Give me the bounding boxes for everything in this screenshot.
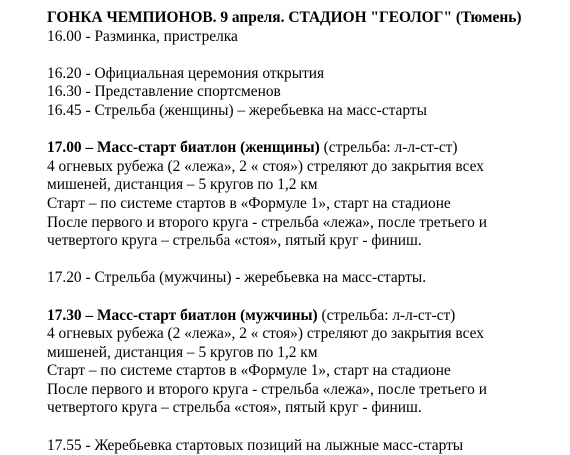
spacer (47, 121, 557, 140)
women-race-line: четвертого круга – стрельба «стоя», пятый круг - финиш. (47, 232, 422, 250)
men-race-line: Старт – по системе стартов в «Формуле 1», старт на стадионе (47, 362, 451, 380)
women-race-heading (47, 139, 557, 158)
schedule-item-men-shooting: 17.20 - Стрельба (мужчины) - жеребьевка на масс-старты. (47, 269, 427, 287)
spacer (47, 418, 557, 437)
schedule-item-presentation: 16.30 - Представление спортсменов (47, 83, 281, 101)
spacer (47, 251, 557, 270)
document-title: ГОНКА ЧЕМПИОНОВ. 9 апреля. СТАДИОН "ГЕОЛОГ" (Тюмень) (47, 9, 522, 26)
schedule-item-warmup: 16.00 - Разминка, пристрелка (47, 27, 238, 45)
men-race-line: мишеней, дистанция – 5 кругов по 1,2 км (47, 343, 318, 361)
women-race-line: Старт – по системе стартов в «Формуле 1», старт на стадионе (47, 194, 451, 212)
schedule-item-women-shooting: 16.45 - Стрельба (женщины) – жеребьевка на масс-старты (47, 101, 427, 119)
women-race-line: мишеней, дистанция – 5 кругов по 1,2 км (47, 176, 318, 194)
women-race-title: 17.00 – Масс-старт биатлон (женщины) (47, 139, 320, 157)
schedule-document (47, 9, 557, 455)
men-race-shooting-order: (стрельба: л-л-ст-ст) (317, 306, 456, 324)
men-race-heading (47, 307, 557, 326)
spacer (47, 288, 557, 307)
women-race-shooting-order: (стрельба: л-л-ст-ст) (319, 139, 458, 157)
schedule-item-ski-draw: 17.55 - Жеребьевка стартовых позиций на лыжные масс-старты (47, 436, 464, 454)
men-race-line: После первого и второго круга - стрельба «лежа», после третьего и (47, 380, 487, 398)
schedule-item-opening: 16.20 - Официальная церемония открытия (47, 64, 325, 82)
women-race-line: 4 огневых рубежа (2 «лежа», 2 « стоя») стреляют до закрытия всех (47, 157, 484, 175)
spacer (47, 46, 557, 65)
men-race-line: четвертого круга – стрельба «стоя», пятый круг - финиш. (47, 399, 422, 417)
women-race-line: После первого и второго круга - стрельба «лежа», после третьего и (47, 213, 487, 231)
men-race-line: 4 огневых рубежа (2 «лежа», 2 « стоя») стреляют до закрытия всех (47, 325, 484, 343)
men-race-title: 17.30 – Масс-старт биатлон (мужчины) (47, 306, 318, 324)
